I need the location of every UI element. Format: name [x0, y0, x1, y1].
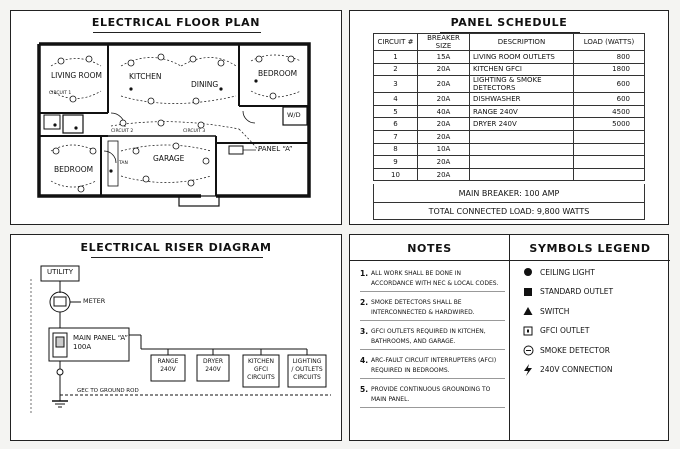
- room-label-bedroom-bottom: BEDROOM: [54, 165, 94, 174]
- schedule-cell-description: DISHWASHER: [470, 93, 574, 106]
- schedule-cell-breaker: 10A: [418, 143, 470, 156]
- room-label-bedroom-top: BEDROOM: [258, 69, 298, 78]
- legend-label: SMOKE DETECTOR: [540, 345, 610, 355]
- schedule-cell-load: 5000: [574, 118, 645, 131]
- room-label-garage: GARAGE: [153, 154, 185, 163]
- schedule-row: [374, 168, 645, 181]
- column-header: LOAD (WATTS): [574, 34, 645, 51]
- legend-item: [522, 324, 589, 338]
- legend-label: 240V CONNECTION: [540, 365, 613, 374]
- schedule-header-row: [374, 34, 645, 51]
- note-text: SMOKE DETECTORS SHALL BE INTERCONNECTED & HARDWIRED.: [371, 299, 475, 316]
- room-label-dining: DINING: [191, 80, 219, 89]
- schedule-cell-circuit: 2: [374, 63, 418, 76]
- note-item: [360, 269, 505, 292]
- note-text: ALL WORK SHALL BE DONE IN ACCORDANCE WITH NEC & LOCAL CODES.: [371, 270, 499, 287]
- legend-label: SWITCH: [540, 306, 570, 316]
- note-number: 3.: [360, 327, 369, 336]
- schedule-cell-circuit: 1: [374, 51, 418, 64]
- connection-240v-icon: [522, 364, 534, 376]
- panel-a-label: PANEL “A”: [258, 145, 293, 153]
- note-text: GFCI OUTLETS REQUIRED IN KITCHEN, BATHROOMS, AND GARAGE.: [371, 328, 486, 345]
- column-header: CIRCUIT #: [374, 34, 418, 51]
- note-item: [360, 327, 505, 350]
- schedule-cell-description: [470, 156, 574, 169]
- room-label-living-room: LIVING ROOM: [51, 71, 103, 80]
- legend-item: [522, 265, 595, 279]
- schedule-row: [374, 130, 645, 143]
- schedule-cell-description: [470, 130, 574, 143]
- legend-item: [522, 285, 613, 299]
- note-text: PROVIDE CONTINUOUS GROUNDING TO MAIN PANEL.: [371, 386, 491, 403]
- schedule-row: [374, 143, 645, 156]
- branch-label-line2: 240V: [205, 366, 221, 373]
- schedule-row: [374, 51, 645, 64]
- room-label-kitchen: KITCHEN: [129, 72, 162, 81]
- notes-legend-panel: [349, 234, 669, 441]
- schedule-cell-load: [574, 168, 645, 181]
- branch-label-line1: DRYER: [202, 358, 224, 365]
- schedule-cell-circuit: 7: [374, 130, 418, 143]
- legend-label: CEILING LIGHT: [540, 267, 595, 277]
- standard-outlet-icon: [522, 286, 534, 298]
- schedule-cell-circuit: 4: [374, 93, 418, 106]
- branch-label-line1: LIGHTING: [292, 358, 322, 365]
- smoke-detector-icon: [522, 344, 534, 356]
- schedule-cell-breaker: 20A: [418, 63, 470, 76]
- schedule-cell-load: [574, 156, 645, 169]
- branch-label-line2: 240V: [160, 366, 176, 373]
- schedule-cell-description: LIVING ROOM OUTLETS: [470, 51, 574, 64]
- schedule-cell-circuit: 10: [374, 168, 418, 181]
- schedule-cell-description: RANGE 240V: [470, 105, 574, 118]
- schedule-cell-description: KITCHEN GFCI: [470, 63, 574, 76]
- riser-drawing: [11, 235, 343, 442]
- note-number: 2.: [360, 298, 369, 307]
- schedule-cell-breaker: 20A: [418, 76, 470, 93]
- schedule-cell-description: LIGHTING & SMOKE DETECTORS: [470, 76, 574, 93]
- schedule-cell-breaker: 15A: [418, 51, 470, 64]
- panel-schedule-table: [373, 33, 645, 181]
- schedule-cell-load: 600: [574, 93, 645, 106]
- column-header: BREAKER SIZE: [418, 34, 470, 51]
- note-item: [360, 298, 505, 321]
- schedule-row: [374, 93, 645, 106]
- schedule-cell-load: [574, 130, 645, 143]
- schedule-cell-breaker: 20A: [418, 168, 470, 181]
- schedule-cell-load: 1800: [574, 63, 645, 76]
- legend-title: SYMBOLS LEGEND: [529, 242, 651, 255]
- schedule-cell-load: 600: [574, 76, 645, 93]
- branch-circuit-label: [243, 358, 279, 382]
- schedule-cell-circuit: 5: [374, 105, 418, 118]
- schedule-cell-description: DRYER 240V: [470, 118, 574, 131]
- panel-schedule-panel: [349, 10, 669, 225]
- schedule-row: [374, 76, 645, 93]
- circuit-label-2: CIRCUIT 2: [111, 129, 134, 134]
- schedule-cell-load: 800: [574, 51, 645, 64]
- utility-box-label: UTILITY: [47, 268, 73, 276]
- notes-title-rule: [350, 260, 509, 261]
- branch-label-line1: KITCHEN: [248, 358, 274, 365]
- main-panel-label-2: 100A: [73, 343, 92, 351]
- note-number: 1.: [360, 269, 369, 278]
- schedule-cell-breaker: 20A: [418, 130, 470, 143]
- room-label-tan: TAN: [119, 161, 128, 166]
- schedule-cell-load: [574, 143, 645, 156]
- branch-label-line3: CIRCUITS: [293, 374, 321, 381]
- branch-circuit-label: [288, 358, 326, 382]
- switch-icon: [522, 305, 534, 317]
- branch-label-line3: CIRCUITS: [247, 374, 275, 381]
- branch-label-line2: / OUTLETS: [291, 366, 323, 373]
- notes-list: [360, 269, 505, 414]
- riser-title: ELECTRICAL RISER DIAGRAM: [80, 241, 272, 254]
- schedule-row: [374, 156, 645, 169]
- room-label-wd: W/D: [287, 111, 301, 119]
- schedule-cell-breaker: 20A: [418, 93, 470, 106]
- gec-label: GEC TO GROUND ROD: [77, 388, 139, 394]
- panel-schedule-title: PANEL SCHEDULE: [450, 16, 568, 29]
- schedule-cell-breaker: 20A: [418, 156, 470, 169]
- total-load-row: TOTAL CONNECTED LOAD: 9,800 WATTS: [373, 203, 645, 220]
- main-breaker-row: MAIN BREAKER: 100 AMP: [373, 184, 645, 203]
- note-text: ARC-FAULT CIRCUIT INTERRUPTERS (AFCI) REQUIRED IN BEDROOMS.: [371, 357, 497, 374]
- legend-item: [522, 363, 612, 377]
- column-header: DESCRIPTION: [470, 34, 574, 51]
- gfci-outlet-icon: [522, 325, 534, 337]
- note-number: 4.: [360, 356, 369, 365]
- riser-panel: [10, 234, 342, 441]
- note-item: [360, 385, 505, 408]
- schedule-cell-circuit: 8: [374, 143, 418, 156]
- schedule-cell-circuit: 3: [374, 76, 418, 93]
- main-panel-label-1: MAIN PANEL “A”: [73, 334, 128, 342]
- schedule-cell-breaker: 40A: [418, 105, 470, 118]
- legend-title-rule: [510, 260, 670, 261]
- circuit-label-3: CIRCUIT 3: [183, 129, 206, 134]
- meter-label: METER: [83, 297, 106, 305]
- notes-title: NOTES: [407, 242, 452, 255]
- legend-item: [522, 304, 569, 318]
- branch-circuit-label: [197, 358, 229, 374]
- legend-label: GFCI OUTLET: [540, 326, 590, 335]
- schedule-row: [374, 118, 645, 131]
- note-item: [360, 356, 505, 379]
- branch-label-line2: GFCI: [253, 366, 269, 373]
- legend-item: [522, 343, 610, 357]
- branch-circuit-label: [151, 358, 185, 374]
- note-number: 5.: [360, 385, 369, 394]
- schedule-cell-circuit: 9: [374, 156, 418, 169]
- schedule-cell-description: [470, 143, 574, 156]
- legend-label: STANDARD OUTLET: [540, 287, 614, 296]
- schedule-cell-breaker: 20A: [418, 118, 470, 131]
- schedule-cell-circuit: 6: [374, 118, 418, 131]
- legend-list: [510, 265, 670, 415]
- circuit-label-1: CIRCUIT 1: [49, 91, 72, 96]
- schedule-row: [374, 63, 645, 76]
- branch-label-line1: RANGE: [157, 358, 179, 365]
- floor-plan-title: ELECTRICAL FLOOR PLAN: [91, 16, 261, 29]
- schedule-cell-description: [470, 168, 574, 181]
- schedule-row: [374, 105, 645, 118]
- floor-plan-panel: [10, 10, 342, 225]
- schedule-cell-load: 4500: [574, 105, 645, 118]
- ceiling-light-icon: [522, 266, 534, 278]
